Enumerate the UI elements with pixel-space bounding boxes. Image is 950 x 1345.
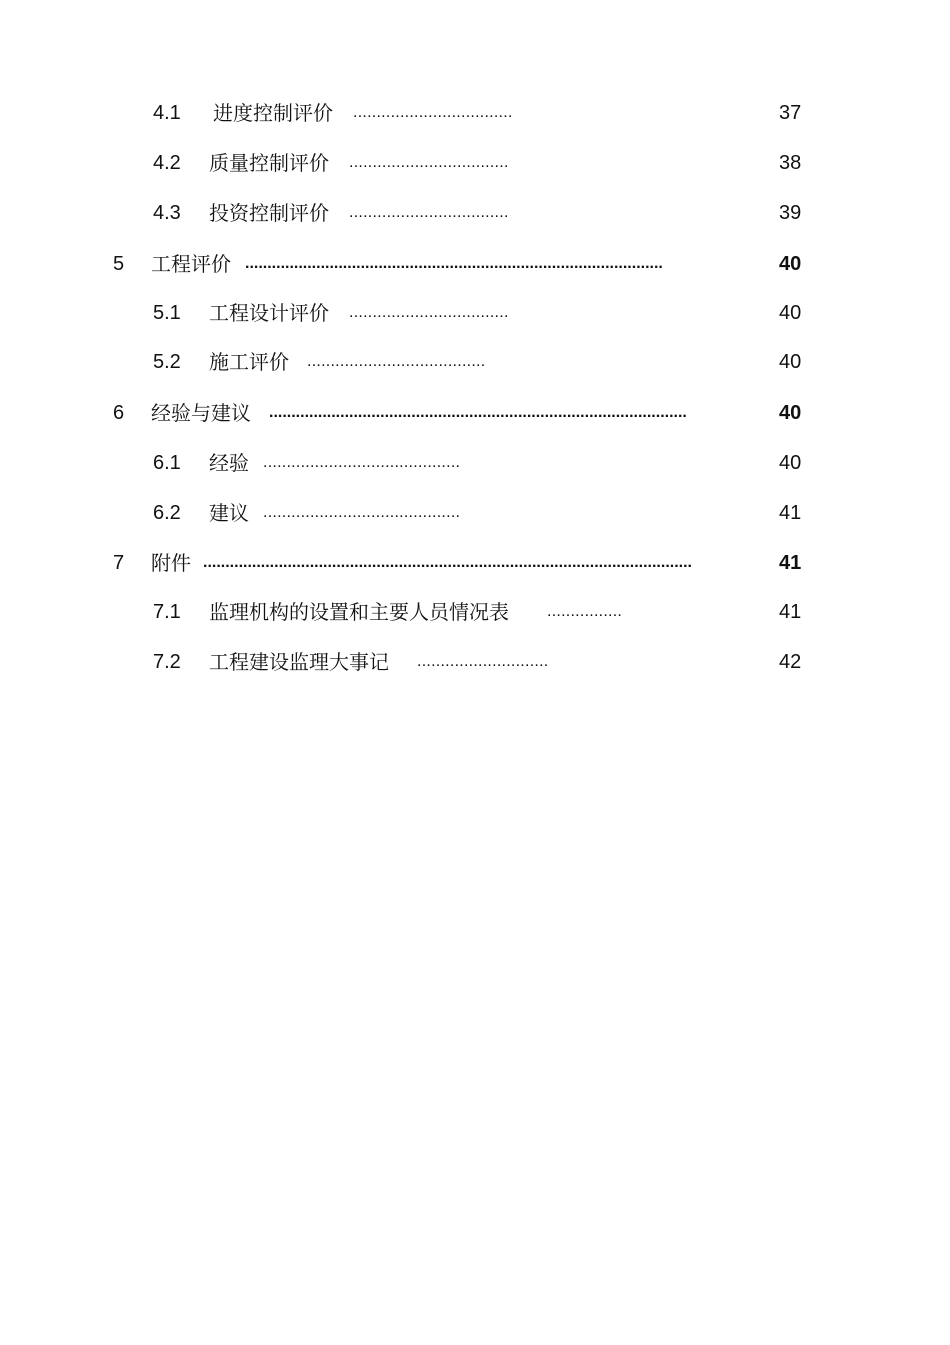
toc-dot-leader: ................ (547, 603, 623, 620)
toc-entry-number: 4.3 (153, 202, 181, 224)
toc-entry-title: 进度控制评价 (213, 101, 333, 125)
toc-entry-title: 工程建设监理大事记 (209, 650, 389, 674)
toc-entry-number: 7.2 (153, 651, 181, 673)
toc-page-number[interactable]: 38 (779, 152, 802, 174)
toc-page-number[interactable]: 40 (779, 253, 802, 275)
toc-entry-number: 6 (113, 402, 125, 424)
toc-entry-number: 7.1 (153, 601, 181, 623)
toc-entry-title: 施工评价 (209, 350, 289, 374)
toc-entry-number: 5.1 (153, 302, 181, 324)
toc-entry-title: 工程评价 (151, 252, 231, 276)
toc-dot-leader: .................................. (349, 304, 509, 321)
toc-page-number[interactable]: 41 (779, 502, 802, 524)
toc-entry-5-1[interactable] (153, 298, 556, 328)
toc-entry-title: 投资控制评价 (209, 201, 329, 225)
toc-entry-6[interactable] (113, 398, 781, 428)
toc-dot-leader: .............................................................................................. (245, 255, 663, 272)
toc-entry-title: 质量控制评价 (209, 151, 329, 175)
toc-entry-number: 4.2 (153, 152, 181, 174)
toc-dot-leader: .................................. (353, 104, 513, 121)
toc-entry-number: 6.1 (153, 452, 181, 474)
toc-dot-leader: ............................ (417, 653, 549, 670)
toc-dot-leader: .................................. (349, 154, 509, 171)
toc-dot-leader: .......................................... (263, 454, 461, 471)
toc-dot-leader: .......................................... (263, 504, 461, 521)
toc-entry-title: 附件 (151, 551, 191, 575)
toc-entry-7[interactable] (113, 548, 791, 578)
toc-page-number[interactable]: 40 (779, 351, 802, 373)
toc-entry-4-3[interactable] (153, 198, 556, 228)
toc-entry-number: 4.1 (153, 102, 181, 124)
toc-entry-6-1[interactable] (153, 448, 519, 478)
toc-entry-5-2[interactable] (153, 347, 538, 377)
toc-page-number[interactable]: 41 (779, 601, 802, 623)
toc-page-number[interactable]: 42 (779, 651, 802, 673)
toc-entry-title: 工程设计评价 (209, 301, 329, 325)
toc-dot-leader: .............................................................................................. (269, 404, 687, 421)
toc-entry-5[interactable] (113, 249, 781, 279)
toc-page-number[interactable]: 40 (779, 302, 802, 324)
toc-entry-7-1[interactable] (153, 597, 645, 627)
toc-dot-leader: .............................................................................................................. (203, 554, 692, 571)
toc-entry-4-1[interactable] (153, 98, 558, 128)
toc-entry-title: 监理机构的设置和主要人员情况表 (209, 600, 509, 624)
toc-page-number[interactable]: 41 (779, 552, 802, 574)
toc-dot-leader: ...................................... (307, 353, 486, 370)
toc-entry-title: 经验 (209, 451, 249, 475)
toc-entry-number: 6.2 (153, 502, 181, 524)
toc-entry-7-2[interactable] (153, 647, 587, 677)
toc-page-number[interactable]: 39 (779, 202, 802, 224)
toc-entry-number: 5 (113, 253, 125, 275)
toc-entry-title: 建议 (209, 501, 249, 525)
toc-page-number[interactable]: 37 (779, 102, 802, 124)
toc-entry-number: 5.2 (153, 351, 181, 373)
toc-page-number[interactable]: 40 (779, 402, 802, 424)
toc-entry-title: 经验与建议 (151, 401, 251, 425)
toc-page-number[interactable]: 40 (779, 452, 802, 474)
toc-entry-number: 7 (113, 552, 125, 574)
toc-dot-leader: .................................. (349, 204, 509, 221)
toc-entry-4-2[interactable] (153, 148, 556, 178)
toc-entry-6-2[interactable] (153, 498, 519, 528)
